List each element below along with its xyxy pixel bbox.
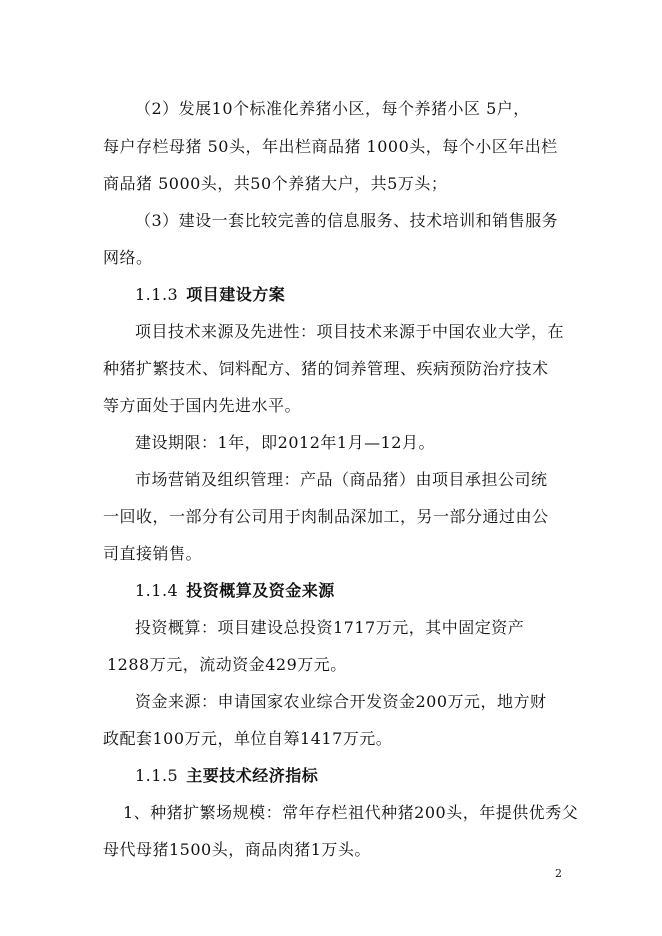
indicator-1-line-2: 母代母猪1500头，商品肉猪1万头。 <box>103 840 371 859</box>
section-number: 1.1.4 <box>135 581 179 600</box>
paragraph-3-line-1: （3）建设一套比较完善的信息服务、技术培训和销售服务 <box>135 211 559 230</box>
tech-source-line-2: 种猪扩繁技术、饲料配方、猪的饲养管理、疾病预防治疗技术 <box>103 359 549 378</box>
section-heading-1-1-5 <box>135 766 318 786</box>
section-title: 项目建设方案 <box>186 285 286 304</box>
paragraph-2-line-2: 每户存栏母猪 50头，年出栏商品猪 1000头，每个小区年出栏 <box>103 137 558 156</box>
section-title: 投资概算及资金来源 <box>186 581 335 600</box>
section-number: 1.1.5 <box>135 766 179 785</box>
investment-line-1: 投资概算：项目建设总投资1717万元，其中固定资产 <box>135 618 525 637</box>
marketing-line-2: 一回收，一部分有公司用于肉制品深加工，另一部分通过由公 <box>103 507 549 526</box>
marketing-line-1: 市场营销及组织管理：产品（商品猪）由项目承担公司统 <box>135 470 548 489</box>
funding-line-2: 政配套100万元，单位自筹1417万元。 <box>103 729 393 748</box>
funding-line-1: 资金来源：申请国家农业综合开发资金200万元，地方财 <box>135 692 547 711</box>
tech-source-line-1: 项目技术来源及先进性：项目技术来源于中国农业大学，在 <box>135 322 565 341</box>
section-title: 主要技术经济指标 <box>186 766 319 785</box>
section-number: 1.1.3 <box>135 285 179 304</box>
section-heading-1-1-3 <box>135 285 285 305</box>
paragraph-3-line-2: 网络。 <box>103 248 153 267</box>
construction-period: 建设期限：1年，即2012年1月—12月。 <box>135 433 435 452</box>
investment-line-2: 1288万元，流动资金429万元。 <box>107 655 347 674</box>
tech-source-line-3: 等方面处于国内先进水平。 <box>103 396 302 415</box>
paragraph-2-line-3: 商品猪 5000头，共50个养猪大户，共5万头； <box>103 174 448 193</box>
paragraph-2-line-1: （2）发展10个标准化养猪小区，每个养猪小区 5户， <box>135 99 530 118</box>
page-number: 2 <box>555 867 562 880</box>
section-heading-1-1-4 <box>135 581 335 601</box>
marketing-line-3: 司直接销售。 <box>103 544 203 563</box>
indicator-1-line-1: 1、种猪扩繁场规模：常年存栏祖代种猪200头，年提供优秀父 <box>123 803 579 822</box>
